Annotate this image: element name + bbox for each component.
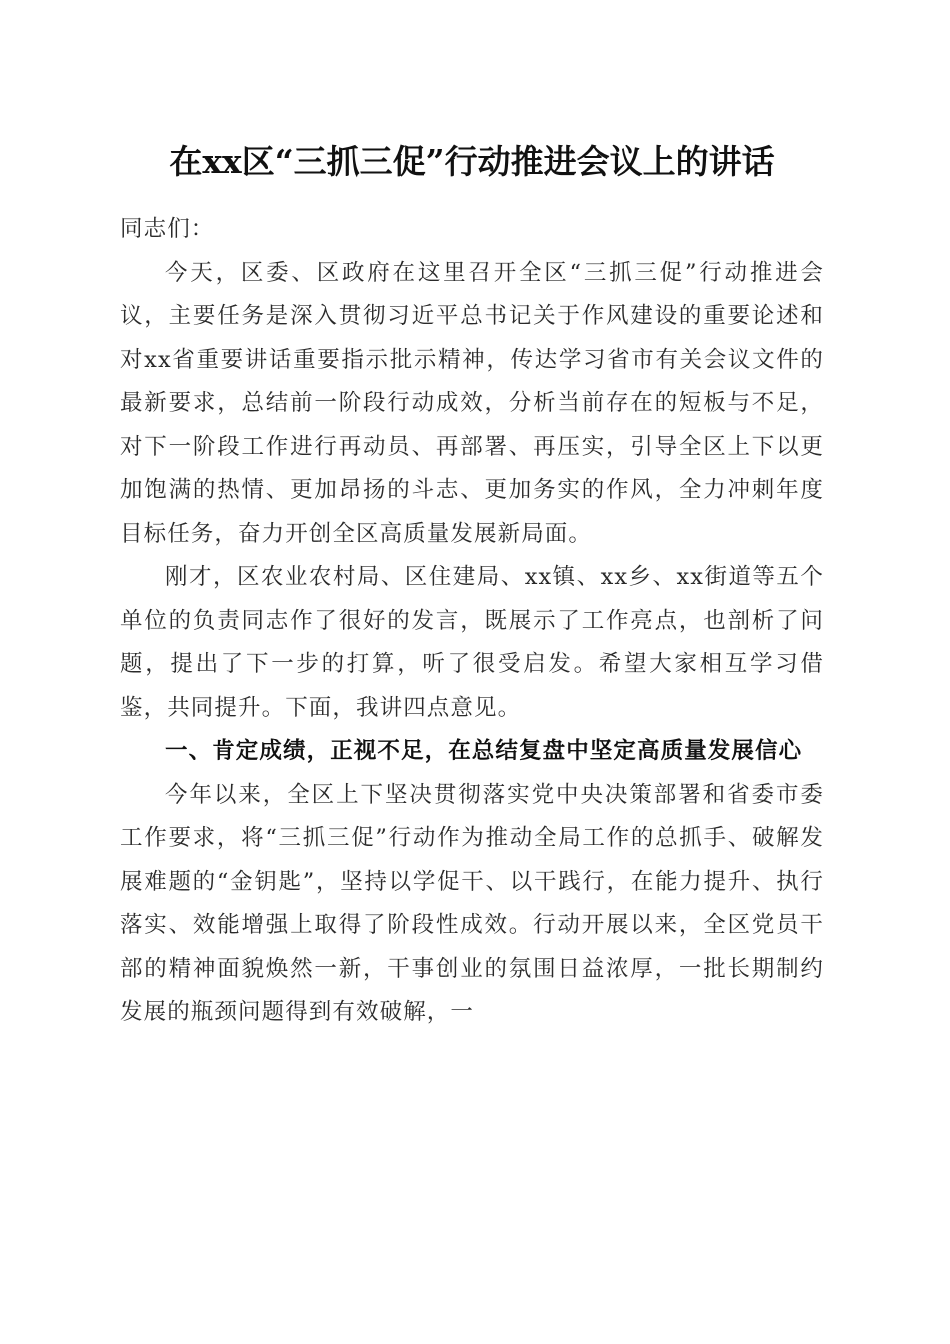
document-body <box>120 140 824 1035</box>
document-title: 在xx区“三抓三促”行动推进会议上的讲话 <box>169 142 775 181</box>
paragraph-speeches: 刚才，区农业农村局、区住建局、xx镇、xx乡、xx街道等五个单位的负责同志作了很好的发言，既展示了工作亮点，也剖析了问题，提出了下一步的打算，听了很受启发。希望大家相互学习借鉴，共同提升。下面，我讲四点意见。 <box>120 564 824 721</box>
greeting: 同志们： <box>120 216 215 242</box>
paragraph-section-1: 今年以来，全区上下坚决贯彻落实党中央决策部署和省委市委工作要求，将“三抓三促”行动作为推动全局工作的总抓手、破解发展难题的“金钥匙”，坚持以学促干、以干践行，在能力提升、执行落实、效能增强上取得了阶段性成效。行动开展以来，全区党员干部的精神面貌焕然一新，干事创业的氛围日益浓厚，一批长期制约发展的瓶颈问题得到有效破解，一 <box>120 781 824 1025</box>
section-heading-1: 一、肯定成绩，正视不足，在总结复盘中坚定高质量发展信心 <box>165 738 803 764</box>
paragraph-opening: 今天，区委、区政府在这里召开全区“三抓三促”行动推进会议，主要任务是深入贯彻习近平总书记关于作风建设的重要论述和对xx省重要讲话重要指示批示精神，传达学习省市有关会议文件的最新要求，总结前一阶段行动成效，分析当前存在的短板与不足，对下一阶段工作进行再动员、再部署、再压实，引导全区上下以更加饱满的热情、更加昂扬的斗志、更加务实的作风，全力冲刺年度目标任务，奋力开创全区高质量发展新局面。 <box>120 259 824 547</box>
